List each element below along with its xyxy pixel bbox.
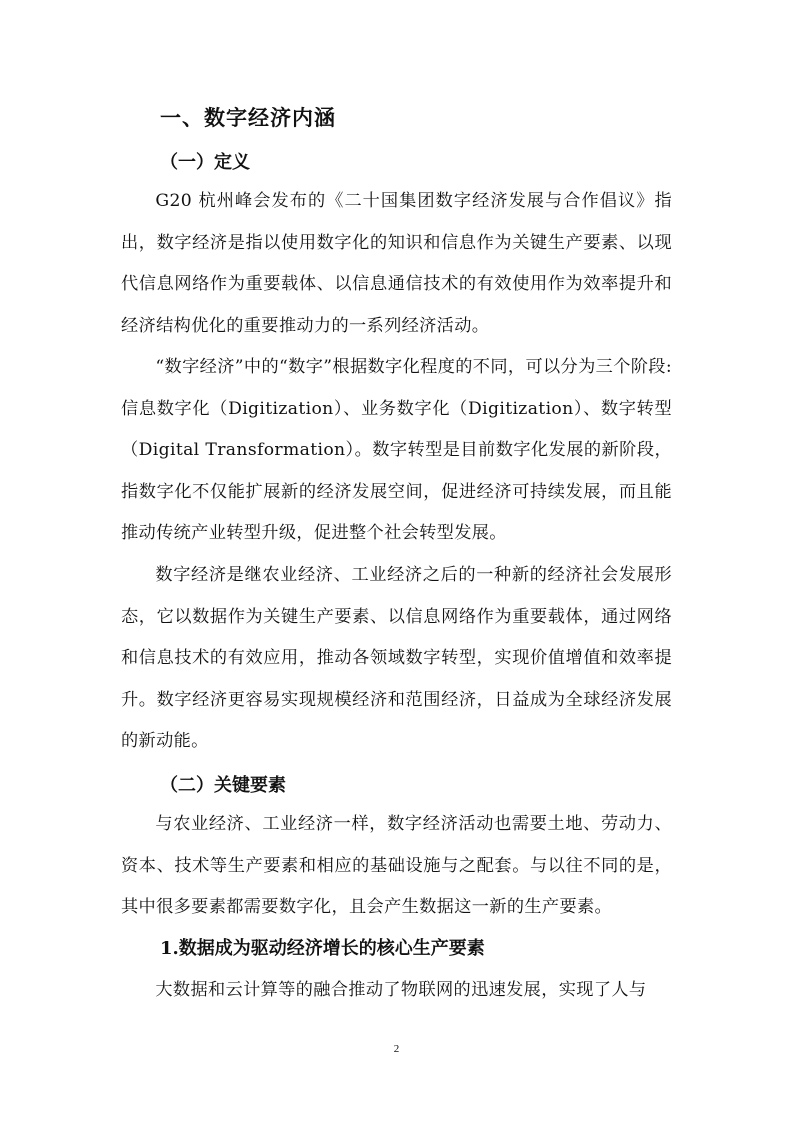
paragraph-big-data-iot: 大数据和云计算等的融合推动了物联网的迅速发展，实现了人与	[155, 980, 647, 1000]
subheading-data-core-factor: 1.数据成为驱动经济增长的核心生产要素	[160, 938, 485, 959]
chapter-heading: 一、数字经济内涵	[160, 106, 336, 130]
paragraph-digital-economy-form: 数字经济是继农业经济、工业经济之后的一种新的经济社会发展形态，它以数据作为关键生产要素、以信息网络作为重要载体，通过网络和信息技术的有效应用，推动各领域数字转型，实现价值增值和效率提升。数字经济更容易实现规模经济和范围经济，日益成为全球经济发展的新动能。	[121, 565, 672, 751]
page-number: 2	[393, 1043, 400, 1055]
section-heading-key-elements: （二）关键要素	[160, 775, 286, 796]
paragraph-digital-stages: “数字经济”中的“数字”根据数字化程度的不同，可以分为三个阶段:信息数字化（Digitization）、业务数字化（Digitization）、数字转型（Digital Transformation）。数字转型是目前数字化发展的新阶段，指数字化不仅能扩展新的经济发展空间，促进经济可持续发展，而且能推动传统产业转型升级，促进整个社会转型发展。	[121, 357, 672, 543]
section-heading-definition: （一）定义	[160, 152, 250, 173]
paragraph-g20-definition: G20 杭州峰会发布的《二十国集团数字经济发展与合作倡议》指出，数字经济是指以使用数字化的知识和信息作为关键生产要素、以现代信息网络作为重要载体、以信息通信技术的有效使用作为效率提升和经济结构优化的重要推动力的一系列经济活动。	[121, 191, 672, 336]
paragraph-production-factors: 与农业经济、工业经济一样，数字经济活动也需要土地、劳动力、资本、技术等生产要素和相应的基础设施与之配套。与以往不同的是，其中很多要素都需要数字化，且会产生数据这一新的生产要素。	[121, 814, 672, 917]
